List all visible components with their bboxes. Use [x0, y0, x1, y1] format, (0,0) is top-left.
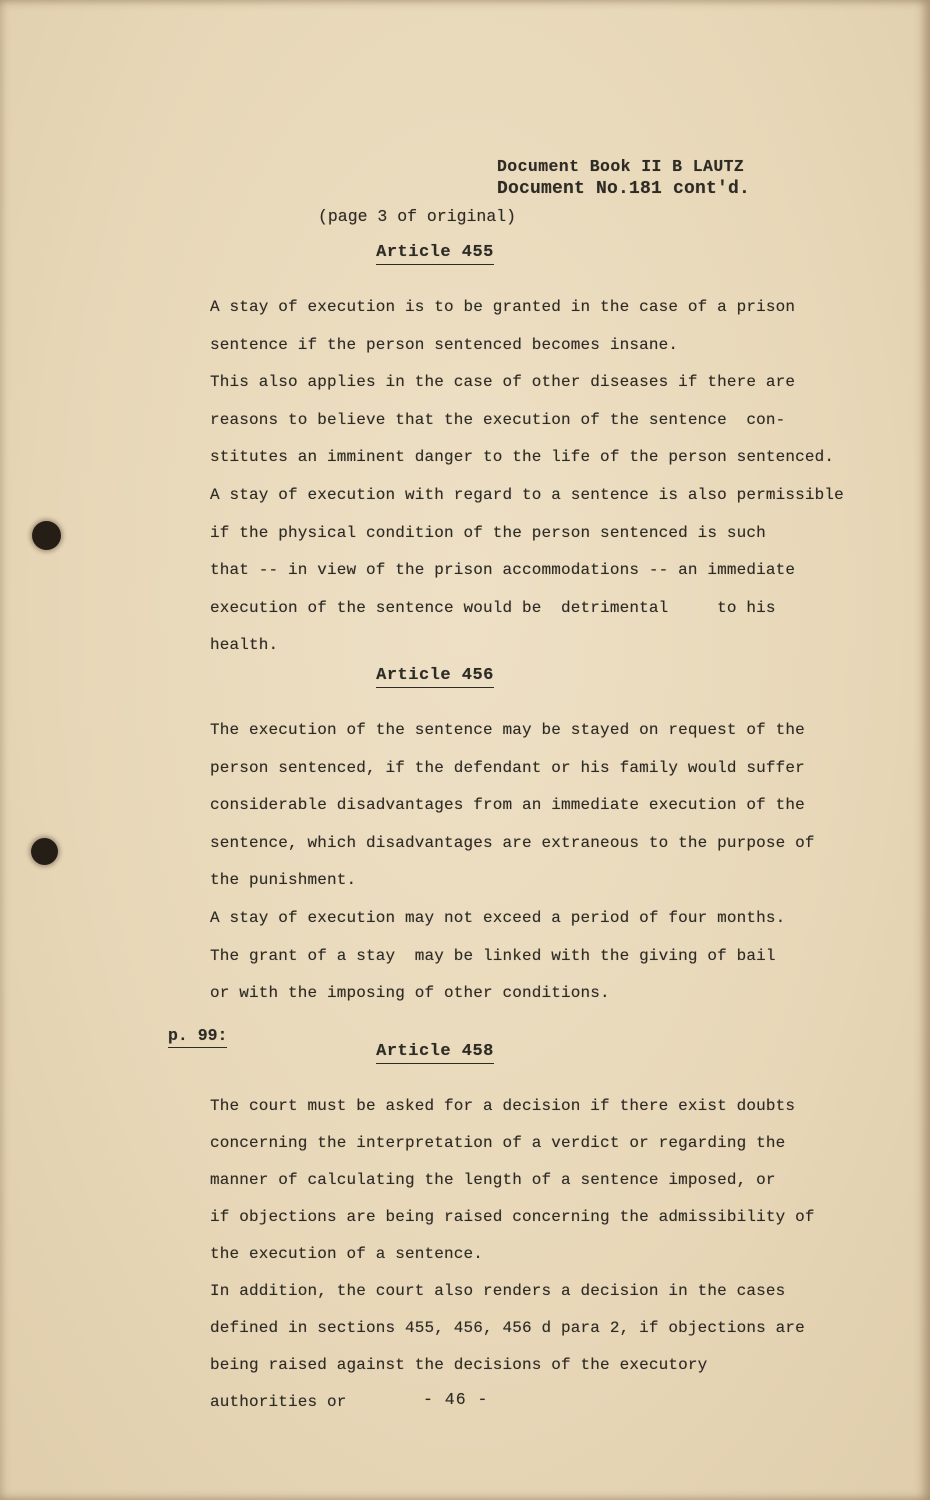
original-page-note: (page 3 of original) [318, 207, 517, 226]
article-455-heading: Article 455 [376, 243, 494, 265]
section-heading-row [0, 243, 870, 265]
text-line: or with the imposing of other conditions. [210, 984, 610, 1003]
section-heading-row [0, 1042, 870, 1064]
text-line: In addition, the court also renders a decision in the cases [210, 1282, 786, 1300]
margin-page-reference-text: p. 99: [168, 1026, 227, 1048]
section-article-455 [0, 243, 870, 665]
text-line: authorities or [210, 1393, 347, 1411]
text-line: being raised against the decisions of the executory [210, 1356, 708, 1374]
text-line: if objections are being raised concerning the admissibility of [210, 1208, 815, 1226]
text-line: execution of the sentence would be detrimental to his [210, 598, 776, 617]
text-line: sentence, which disadvantages are extraneous to the purpose of [210, 833, 815, 852]
text-line: manner of calculating the length of a sentence imposed, or [210, 1171, 776, 1189]
text-line: concerning the interpretation of a verdict or regarding the [210, 1134, 786, 1152]
text-line: considerable disadvantages from an immediate execution of the [210, 796, 805, 815]
section-article-456 [0, 666, 870, 1013]
text-line: defined in sections 455, 456, 456 d para 2, if objections are [210, 1319, 805, 1337]
article-456-heading: Article 456 [376, 666, 494, 688]
text-line: A stay of execution is to be granted in the case of a prison [210, 298, 796, 316]
text-line: This also applies in the case of other diseases if there are [210, 373, 796, 392]
text-line: The grant of a stay may be linked with the giving of bail [210, 946, 776, 965]
text-line: health. [210, 636, 279, 655]
document-header [497, 157, 750, 199]
article-458-heading: Article 458 [376, 1042, 494, 1064]
text-line: stitutes an imminent danger to the life of the person sentenced. [210, 448, 835, 467]
section-heading-row [0, 666, 870, 688]
text-line: the execution of a sentence. [210, 1245, 484, 1263]
page-number: - 46 - [423, 1390, 489, 1409]
text-line: The execution of the sentence may be stayed on request of the [210, 721, 805, 739]
document-number: Document No.181 cont'd. [497, 179, 751, 199]
text-line: person sentenced, if the defendant or his family would suffer [210, 758, 805, 777]
text-line: A stay of execution with regard to a sentence is also permissible [210, 485, 844, 504]
text-line: reasons to believe that the execution of the sentence con- [210, 410, 786, 429]
text-line: sentence if the person sentenced becomes insane. [210, 335, 679, 354]
text-line: The court must be asked for a decision if there exist doubts [210, 1097, 796, 1115]
section-article-458 [0, 1042, 870, 1421]
text-line: A stay of execution may not exceed a period of four months. [210, 908, 786, 927]
text-line: if the physical condition of the person sentenced is such [210, 523, 766, 542]
text-line: that -- in view of the prison accommodations -- an immediate [210, 561, 796, 580]
text-line: the punishment. [210, 871, 357, 890]
document-book-title: Document Book II B LAUTZ [497, 157, 745, 176]
